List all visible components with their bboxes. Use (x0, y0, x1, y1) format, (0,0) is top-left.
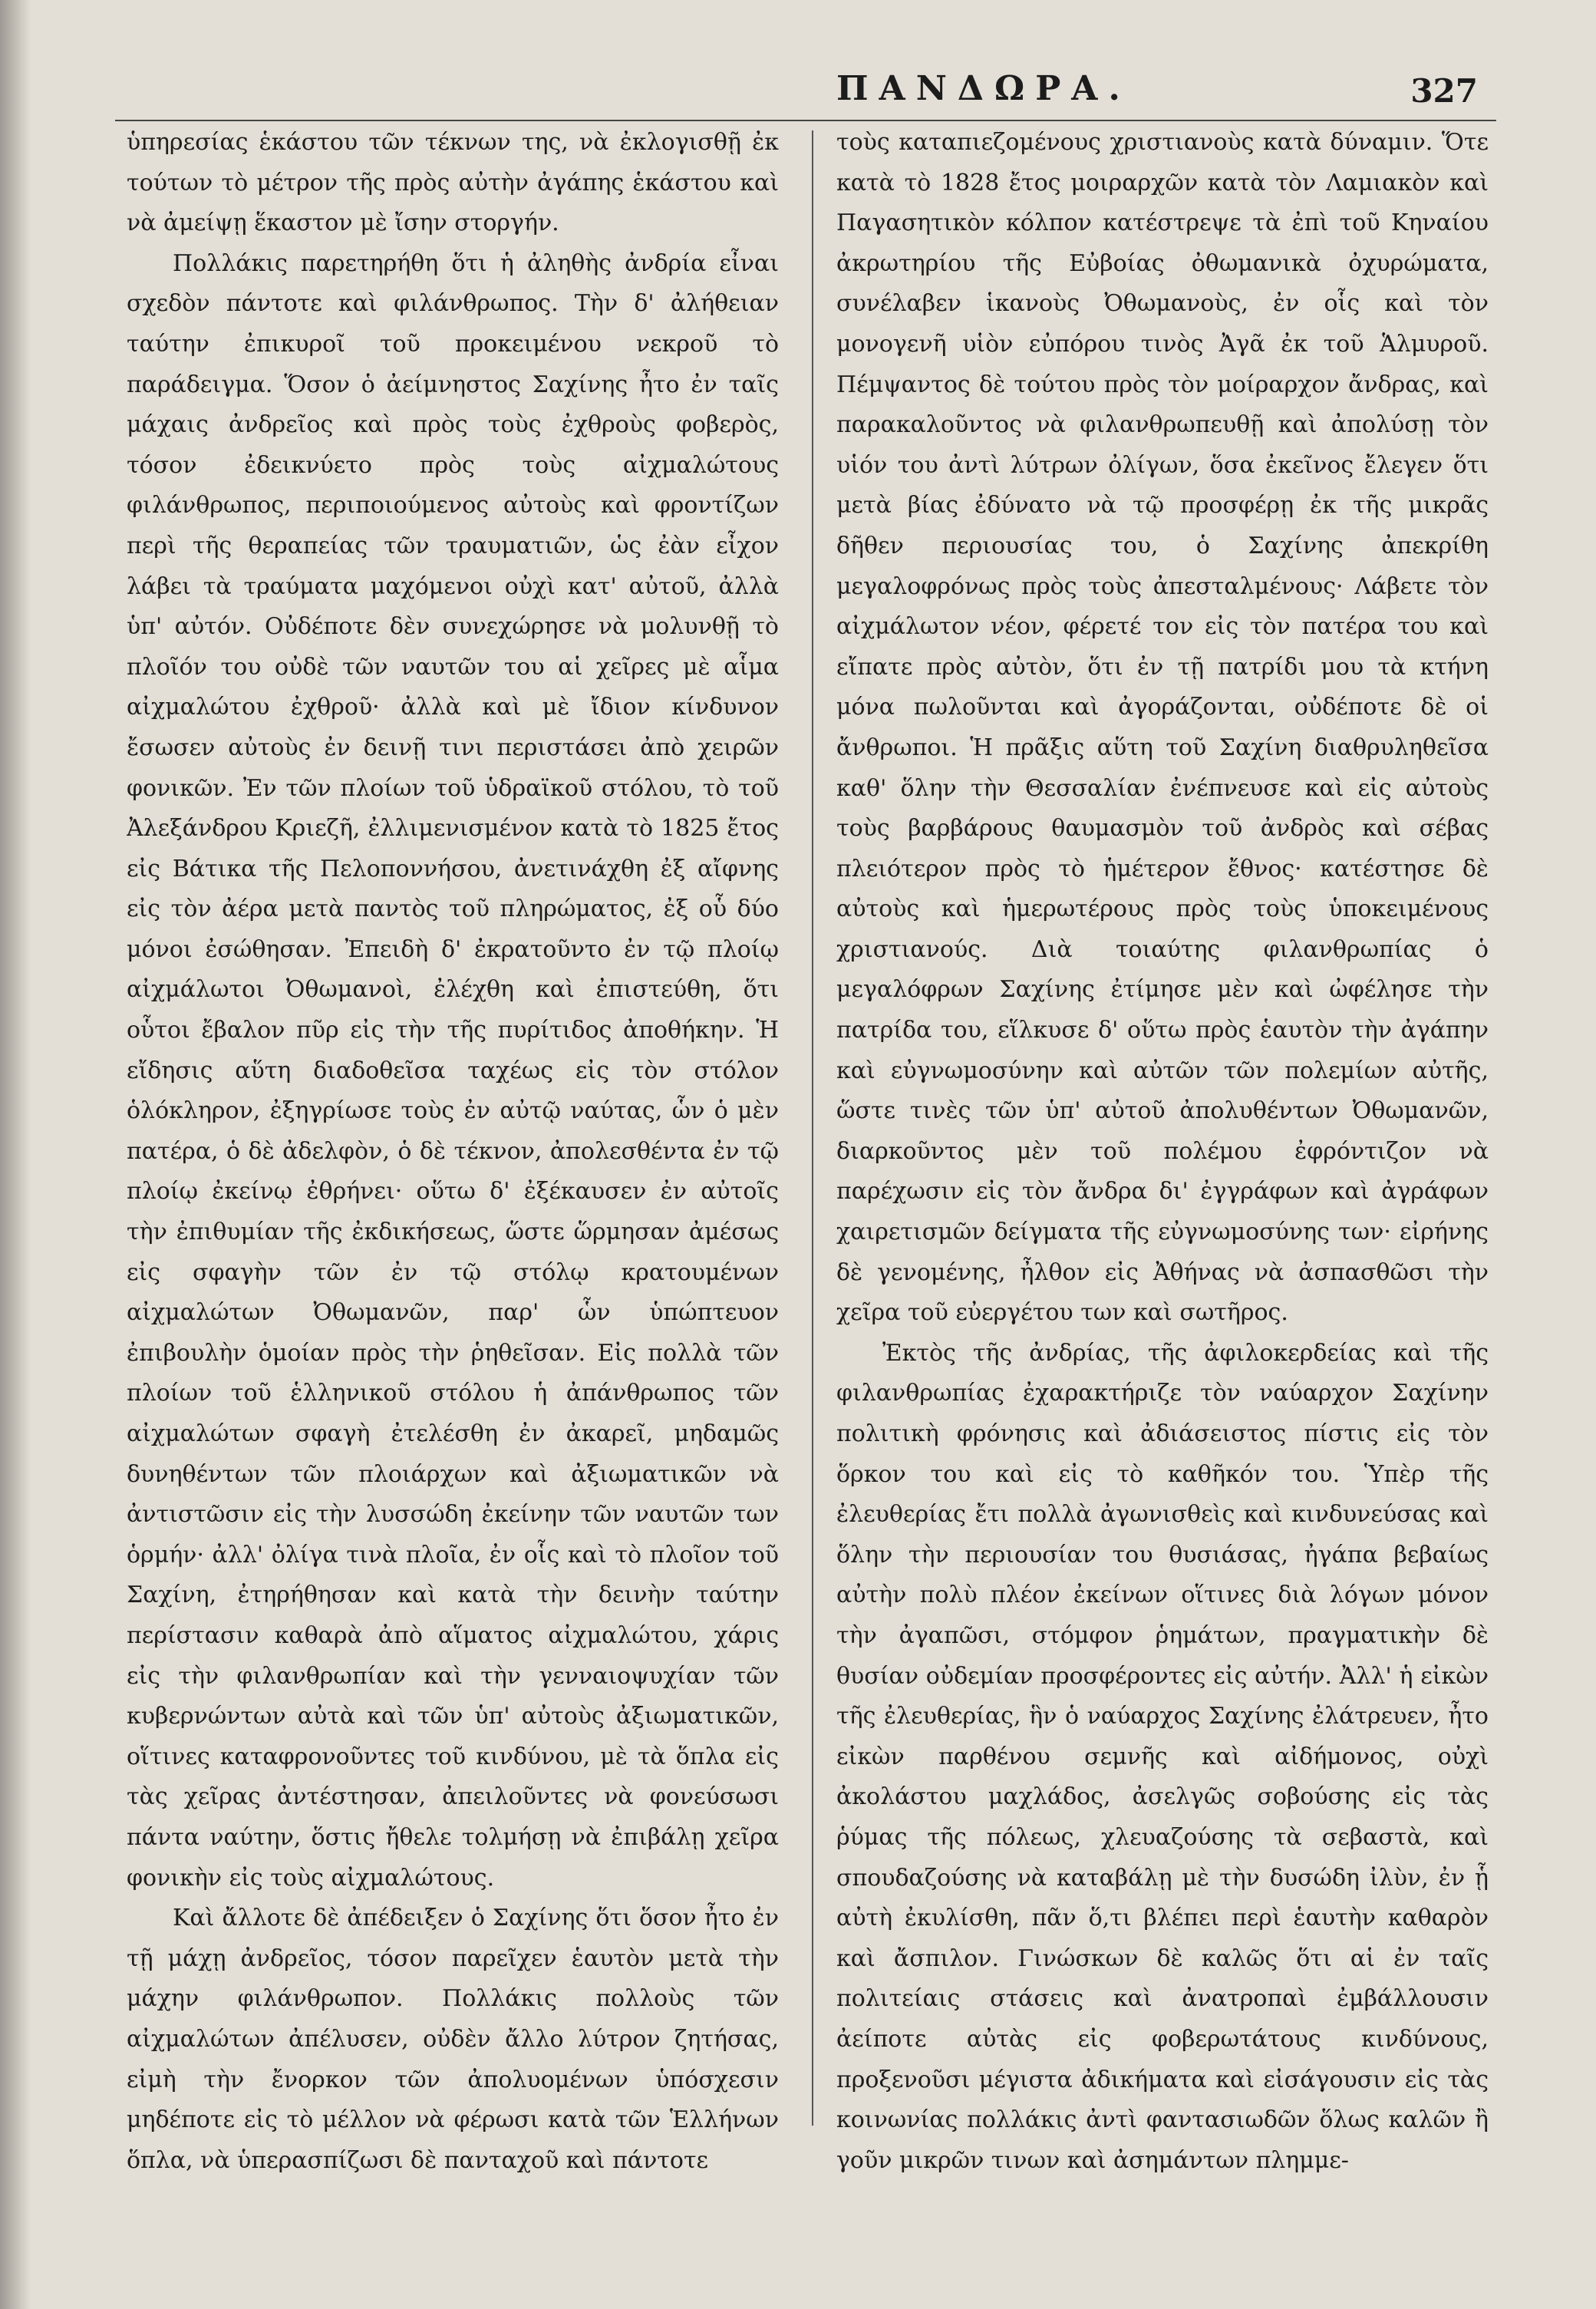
column-divider (812, 130, 813, 2126)
running-title: ΠΑΝΔΩΡΑ. (836, 69, 1131, 108)
paragraph: Πολλάκις παρετηρήθη ὅτι ἡ ἀληθὴς ἀνδρία εἶναι σχεδὸν πάντοτε καὶ φιλάνθρωπος. Τὴν δ' ἀλήθειαν ταύτην ἐπικυροῖ τοῦ προκειμένου νεκροῦ τὸ παράδειγμα. Ὅσον ὁ ἀείμνηστος Σαχίνης ἦτο ἐν ταῖς μάχαις ἀνδρεῖος καὶ πρὸς τοὺς ἐχθροὺς φοβερὸς, τόσον ἐδεικνύετο πρὸς τοὺς αἰχμαλώτους φιλάνθρωπος, περιποιούμενος αὐτοὺς καὶ φροντίζων περὶ τῆς θεραπείας τῶν τραυματιῶν, ὡς ἐὰν εἶχον λάβει τὰ τραύματα μαχόμενοι οὐχὶ κατ' αὐτοῦ, ἀλλὰ ὑπ' αὐτόν. Οὐδέποτε δὲν συνεχώρησε νὰ μολυνθῇ τὸ πλοῖόν του οὐδὲ τῶν ναυτῶν του αἱ χεῖρες μὲ αἷμα αἰχμαλώτου ἐχθροῦ· ἀλλὰ καὶ μὲ ἴδιον κίνδυνον ἔσωσεν αὐτοὺς ἐν δεινῇ τινι περιστάσει ἀπὸ χειρῶν φονικῶν. Ἐν τῶν πλοίων τοῦ ὑδραϊκοῦ στόλου, τὸ τοῦ Ἀλεξάνδρου Κριεζῆ, ἐλλιμενισμένον κατὰ τὸ 1825 ἔτος εἰς Βάτικα τῆς Πελοποννήσου, ἀνετινάχθη ἐξ αἴφνης εἰς τὸν ἀέρα μετὰ παντὸς τοῦ πληρώματος, ἐξ οὗ δύο μόνοι ἐσώθησαν. Ἐπειδὴ δ' ἐκρατοῦντο ἐν τῷ πλοίῳ αἰχμάλωτοι Ὀθωμανοὶ, ἐλέχθη καὶ ἐπιστεύθη, ὅτι οὗτοι ἔβαλον πῦρ εἰς τὴν τῆς πυρίτιδος ἀποθήκην. Ἡ εἴδησις αὕτη διαδοθεῖσα ταχέως εἰς τὸν στόλον ὁλόκληρον, ἐξηγρίωσε τοὺς ἐν αὐτῷ ναύτας, ὧν ὁ μὲν πατέρα, ὁ δὲ ἀδελφὸν, ὁ δὲ τέκνον, ἀπολεσθέντα ἐν τῷ πλοίῳ ἐκείνῳ ἐθρήνει· οὕτω δ' ἐξέκαυσεν ἐν αὐτοῖς τὴν ἐπιθυμίαν τῆς ἐκδικήσεως, ὥστε ὥρμησαν ἀμέσως εἰς σφαγὴν τῶν ἐν τῷ στόλῳ κρατουμένων αἰχμαλώτων Ὀθωμανῶν, παρ' ὧν ὑπώπτευον ἐπιβουλὴν ὁμοίαν πρὸς τὴν ῥηθεῖσαν. Εἰς πολλὰ τῶν πλοίων τοῦ ἑλληνικοῦ στόλου ἡ ἀπάνθρωπος τῶν αἰχμαλώτων σφαγὴ ἐτελέσθη ἐν ἀκαρεῖ, μηδαμῶς δυνηθέντων τῶν πλοιάρχων καὶ ἀξιωματικῶν νὰ ἀντιστῶσιν εἰς τὴν λυσσώδη ἐκείνην τῶν ναυτῶν των ὁρμήν· ἀλλ' ὀλίγα τινὰ πλοῖα, ἐν οἷς καὶ τὸ πλοῖον τοῦ Σαχίνη, ἐτηρήθησαν καὶ κατὰ τὴν δεινὴν ταύτην περίστασιν καθαρὰ ἀπὸ αἵματος αἰχμαλώτου, χάρις εἰς τὴν φιλανθρωπίαν καὶ τὴν γενναιοψυχίαν τῶν κυβερνώντων αὐτὰ καὶ τῶν ὑπ' αὐτοὺς ἀξιωματικῶν, οἵτινες καταφρονοῦντες τοῦ κινδύνου, μὲ τὰ ὅπλα εἰς τὰς χεῖρας ἀντέστησαν, ἀπειλοῦντες νὰ φονεύσωσι πάντα ναύτην, ὅστις ἤθελε τολμήσῃ νὰ ἐπιβάλῃ χεῖρα φονικὴν εἰς τοὺς αἰχμαλώτους. (127, 249, 779, 1892)
right-column (836, 123, 1489, 2264)
paragraph: ὑπηρεσίας ἑκάστου τῶν τέκνων της, νὰ ἐκλογισθῇ ἐκ τούτων τὸ μέτρον τῆς πρὸς αὐτὴν ἀγάπης ἑκάστου καὶ νὰ ἀμείψῃ ἕκαστον μὲ ἴσην στοργήν. (127, 129, 779, 237)
page-number: 327 (1410, 72, 1478, 110)
header-rule (115, 120, 1496, 121)
running-head (836, 69, 1527, 123)
paragraph: τοὺς καταπιεζομένους χριστιανοὺς κατὰ δύναμιν. Ὅτε κατὰ τὸ 1828 ἔτος μοιραρχῶν κατὰ τὸν Λαμιακὸν καὶ Παγασητικὸν κόλπον κατέστρεψε τὰ ἐπὶ τοῦ Κηναίου ἀκρωτηρίου τῆς Εὐβοίας ὀθωμανικὰ ὀχυρώματα, συνέλαβεν ἱκανοὺς Ὀθωμανοὺς, ἐν οἷς καὶ τὸν μονογενῆ υἱὸν εὐπόρου τινὸς Ἀγᾶ ἐκ τοῦ Ἁλμυροῦ. Πέμψαντος δὲ τούτου πρὸς τὸν μοίραρχον ἄνδρας, καὶ παρακαλοῦντος νὰ φιλανθρωπευθῇ καὶ ἀπολύσῃ τὸν υἱόν του ἀντὶ λύτρων ὀλίγων, ὅσα ἐκεῖνος ἔλεγεν ὅτι μετὰ βίας ἐδύνατο νὰ τῷ προσφέρῃ ἐκ τῆς μικρᾶς δῆθεν περιουσίας του, ὁ Σαχίνης ἀπεκρίθη μεγαλοφρόνως πρὸς τοὺς ἀπεσταλμένους· Λάβετε τὸν αἰχμάλωτον νέον, φέρετέ τον εἰς τὸν πατέρα του καὶ εἴπατε πρὸς αὐτὸν, ὅτι ἐν τῇ πατρίδι μου τὰ κτήνη μόνα πωλοῦνται καὶ ἀγοράζονται, οὐδέποτε δὲ οἱ ἄνθρωποι. Ἡ πρᾶξις αὕτη τοῦ Σαχίνη διαθρυληθεῖσα καθ' ὅλην τὴν Θεσσαλίαν ἐνέπνευσε καὶ εἰς αὐτοὺς τοὺς βαρβάρους θαυμασμὸν τοῦ ἀνδρὸς καὶ σέβας πλειότερον πρὸς τὸ ἡμέτερον ἔθνος· κατέστησε δὲ αὐτοὺς καὶ ἡμερωτέρους πρὸς τοὺς ὑποκειμένους χριστιανούς. Διὰ τοιαύτης φιλανθρωπίας ὁ μεγαλόφρων Σαχίνης ἐτίμησε μὲν καὶ ὠφέλησε τὴν πατρίδα του, εἵλκυσε δ' οὕτω πρὸς ἑαυτὸν τὴν ἀγάπην καὶ εὐγνωμοσύνην καὶ αὐτῶν τῶν πολεμίων αὐτῆς, ὥστε τινὲς τῶν ὑπ' αὐτοῦ ἀπολυθέντων Ὀθωμανῶν, διαρκοῦντος μὲν τοῦ πολέμου ἐφρόντιζον νὰ παρέχωσιν εἰς τὸν ἄνδρα δι' ἐγγράφων καὶ ἀγράφων χαιρετισμῶν δείγματα τῆς εὐγνωμοσύνης των· εἰρήνης δὲ γενομένης, ἦλθον εἰς Ἀθήνας νὰ ἀσπασθῶσι τὴν χεῖρα τοῦ εὐεργέτου των καὶ σωτῆρος. (836, 129, 1489, 1327)
paragraph: Καὶ ἄλλοτε δὲ ἀπέδειξεν ὁ Σαχίνης ὅτι ὅσον ἦτο ἐν τῇ μάχῃ ἀνδρεῖος, τόσον παρεῖχεν ἑαυτὸν μετὰ τὴν μάχην φιλάνθρωπον. Πολλάκις πολλοὺς τῶν αἰχμαλώτων ἀπέλυσεν, οὐδὲν ἄλλο λύτρον ζητήσας, εἰμὴ τὴν ἔνορκον τῶν ἀπολυομένων ὑπόσχεσιν μηδέποτε εἰς τὸ μέλλον νὰ φέρωσι κατὰ τῶν Ἑλλήνων ὅπλα, νὰ ὑπερασπίζωσι δὲ πανταχοῦ καὶ πάντοτε (127, 1905, 779, 2174)
paragraph: Ἐκτὸς τῆς ἀνδρίας, τῆς ἀφιλοκερδείας καὶ τῆς φιλανθρωπίας ἐχαρακτήριζε τὸν ναύαρχον Σαχίνην πολιτικὴ φρόνησις καὶ ἀδιάσειστος πίστις εἰς τὸν ὅρκον του καὶ εἰς τὸ καθῆκόν του. Ὑπὲρ τῆς ἐλευθερίας ἔτι πολλὰ ἀγωνισθεὶς καὶ κινδυνεύσας καὶ ὅλην τὴν περιουσίαν του θυσιάσας, ἠγάπα βεβαίως αὐτὴν πολὺ πλέον ἐκείνων οἵτινες διὰ λόγων μόνον τὴν ἀγαπῶσι, στόμφον ῥημάτων, πραγματικὴν δὲ θυσίαν οὐδεμίαν προσφέροντες εἰς αὐτήν. Ἀλλ' ἡ εἰκὼν τῆς ἐλευθερίας, ἣν ὁ ναύαρχος Σαχίνης ἐλάτρευεν, ἦτο εἰκὼν παρθένου σεμνῆς καὶ αἰδήμονος, οὐχὶ ἀκολάστου μαχλάδος, ἀσελγῶς σοβούσης εἰς τὰς ῥύμας τῆς πόλεως, χλευαζούσης τὰ σεβαστὰ, καὶ σπουδαζούσης νὰ καταβάλῃ μὲ τὴν δυσώδη ἰλὺν, ἐν ᾗ αὐτὴ ἐκυλίσθη, πᾶν ὅ,τι βλέπει περὶ ἑαυτὴν καθαρὸν καὶ ἄσπιλον. Γινώσκων δὲ καλῶς ὅτι αἱ ἐν ταῖς πολιτείαις στάσεις καὶ ἀνατροπαὶ ἐμβάλλουσιν ἀείποτε αὐτὰς εἰς φοβερωτάτους κινδύνους, προξενοῦσι μέγιστα ἀδικήματα καὶ εἰσάγουσιν εἰς τὰς κοινωνίας πολλάκις ἀντὶ φαντασιωδῶν ὅλως καλῶν ἢ γοῦν μικρῶν τινων καὶ ἀσημάντων πλημμε- (836, 1339, 1489, 2174)
page-gutter-shadow (0, 0, 31, 2309)
left-column (127, 123, 779, 2264)
